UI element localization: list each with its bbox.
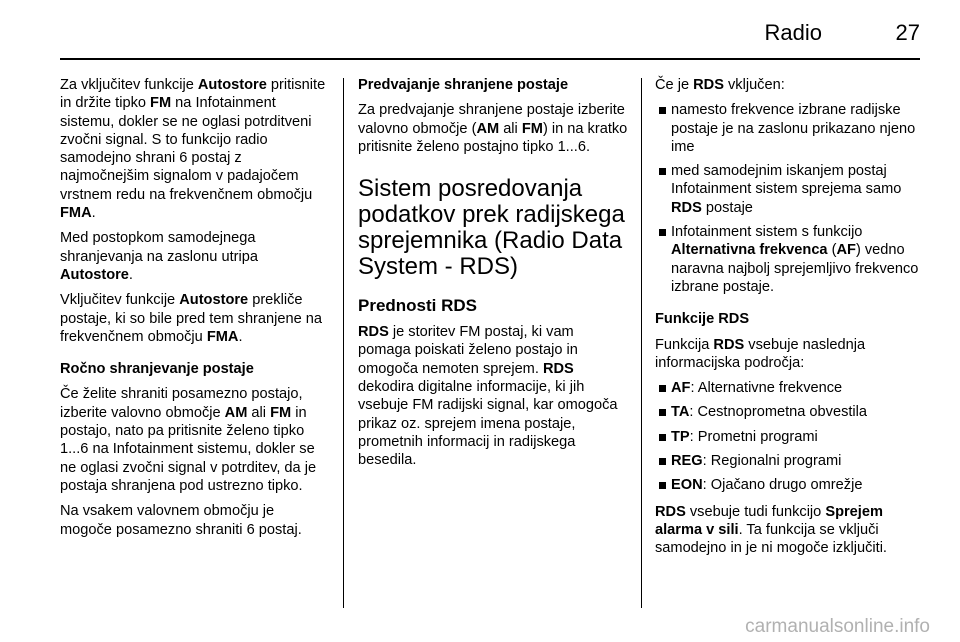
- bullet-list-rds-functions: [655, 379, 925, 494]
- list-item: TA: Cestnoprometna obvestila: [655, 403, 925, 421]
- paragraph: RDS vsebuje tudi funkcijo Sprejem alarma v sili. Ta funkcija se vključi samodejno in je ni mogoče izključiti.: [655, 503, 887, 557]
- page-number: 27: [895, 20, 920, 45]
- bullet-square-icon: [659, 458, 666, 465]
- list-item: TP: Prometni programi: [655, 428, 925, 446]
- section-heading-manual-store: Ročno shranjevanje postaje: [60, 361, 254, 378]
- paragraph: Na vsakem valovnem območju je mogoče posamezno shraniti 6 postaj.: [60, 503, 302, 538]
- column-divider-1: [343, 78, 344, 608]
- column-2: [358, 76, 630, 477]
- section-heading-rds-functions: Funkcije RDS: [655, 311, 750, 328]
- paragraph: Za predvajanje shranjene postaje izberite valovno območje (AM ali FM) in na kratko pritisnite želeno postajno tipko 1...6.: [358, 102, 628, 155]
- bullet-square-icon: [659, 168, 666, 175]
- page-header: [60, 18, 920, 58]
- bullet-square-icon: [659, 482, 666, 489]
- header-title: Radio: [764, 20, 822, 45]
- chapter-heading-rds: Sistem posredovanja podatkov prek radijskega sprejemnika (Radio Data System - RDS): [358, 175, 625, 281]
- paragraph: Če je RDS vključen:: [655, 77, 785, 93]
- paragraph: Če želite shraniti posamezno postajo, izberite valovno območje AM ali FM in postajo, nato pa pritisnite želeno tipko 1...6 na Infotainment sistemu, dokler se ne oglasi zvočni signal v potrditev, da je postaja shranjena pod ustrezno tipko.: [60, 386, 317, 494]
- column-divider-2: [641, 78, 642, 608]
- paragraph: Med postopkom samodejnega shranjevanja na zaslonu utripa Autostore.: [60, 230, 258, 283]
- bullet-list-rds-on: [655, 101, 925, 296]
- bullet-square-icon: [659, 409, 666, 416]
- bullet-square-icon: [659, 434, 666, 441]
- paragraph: Vključitev funkcije Autostore prekliče postaje, ki so bile pred tem shranjene na frekvenčnem območju FMA.: [60, 292, 323, 345]
- subheading-rds-advantages: Prednosti RDS: [358, 296, 478, 316]
- bullet-square-icon: [659, 229, 666, 236]
- column-1: [60, 76, 330, 546]
- bullet-square-icon: [659, 107, 666, 114]
- paragraph: Funkcija RDS vsebuje naslednja informacijska področja:: [655, 336, 866, 371]
- list-item: med samodejnim iskanjem postaj Infotainment sistem sprejema samo RDS postaje: [655, 162, 925, 217]
- paragraph: RDS je storitev FM postaj, ki vam pomaga poiskati želeno postajo in omogoča nemoten sprejem. RDS dekodira digitalne informacije, ki jih vsebuje FM radijski signal, kar omogoča prikaz oz. sprejem imena postaje, prometnih informacij in radijskega besedila.: [358, 324, 618, 469]
- list-item: Infotainment sistem s funkcijo Alternativna frekvenca (AF) vedno naravna najbolj sprejemljivo frekvenco izbrane postaje.: [655, 223, 925, 296]
- list-item: EON: Ojačano drugo omrežje: [655, 476, 925, 494]
- paragraph: Za vključitev funkcije Autostore pritisnite in držite tipko FM na Infotainment sistemu, dokler se ne oglasi potrditveni zvočni signal. S to funkcijo radio samodejno shrani 6 postaj z najmočnejšim signalom v padajočem vrstnem redu na frekvenčnem območju FMA.: [60, 77, 326, 222]
- list-item: namesto frekvence izbrane radijske postaje je na zaslonu prikazano njeno ime: [655, 101, 925, 156]
- list-item: AF: Alternativne frekvence: [655, 379, 925, 397]
- bullet-square-icon: [659, 385, 666, 392]
- header-rule: [60, 58, 920, 60]
- column-3: [655, 76, 925, 565]
- watermark[interactable]: carmanualsonline.info: [745, 616, 930, 637]
- list-item: REG: Regionalni programi: [655, 452, 925, 470]
- section-heading-playback: Predvajanje shranjene postaje: [358, 77, 569, 93]
